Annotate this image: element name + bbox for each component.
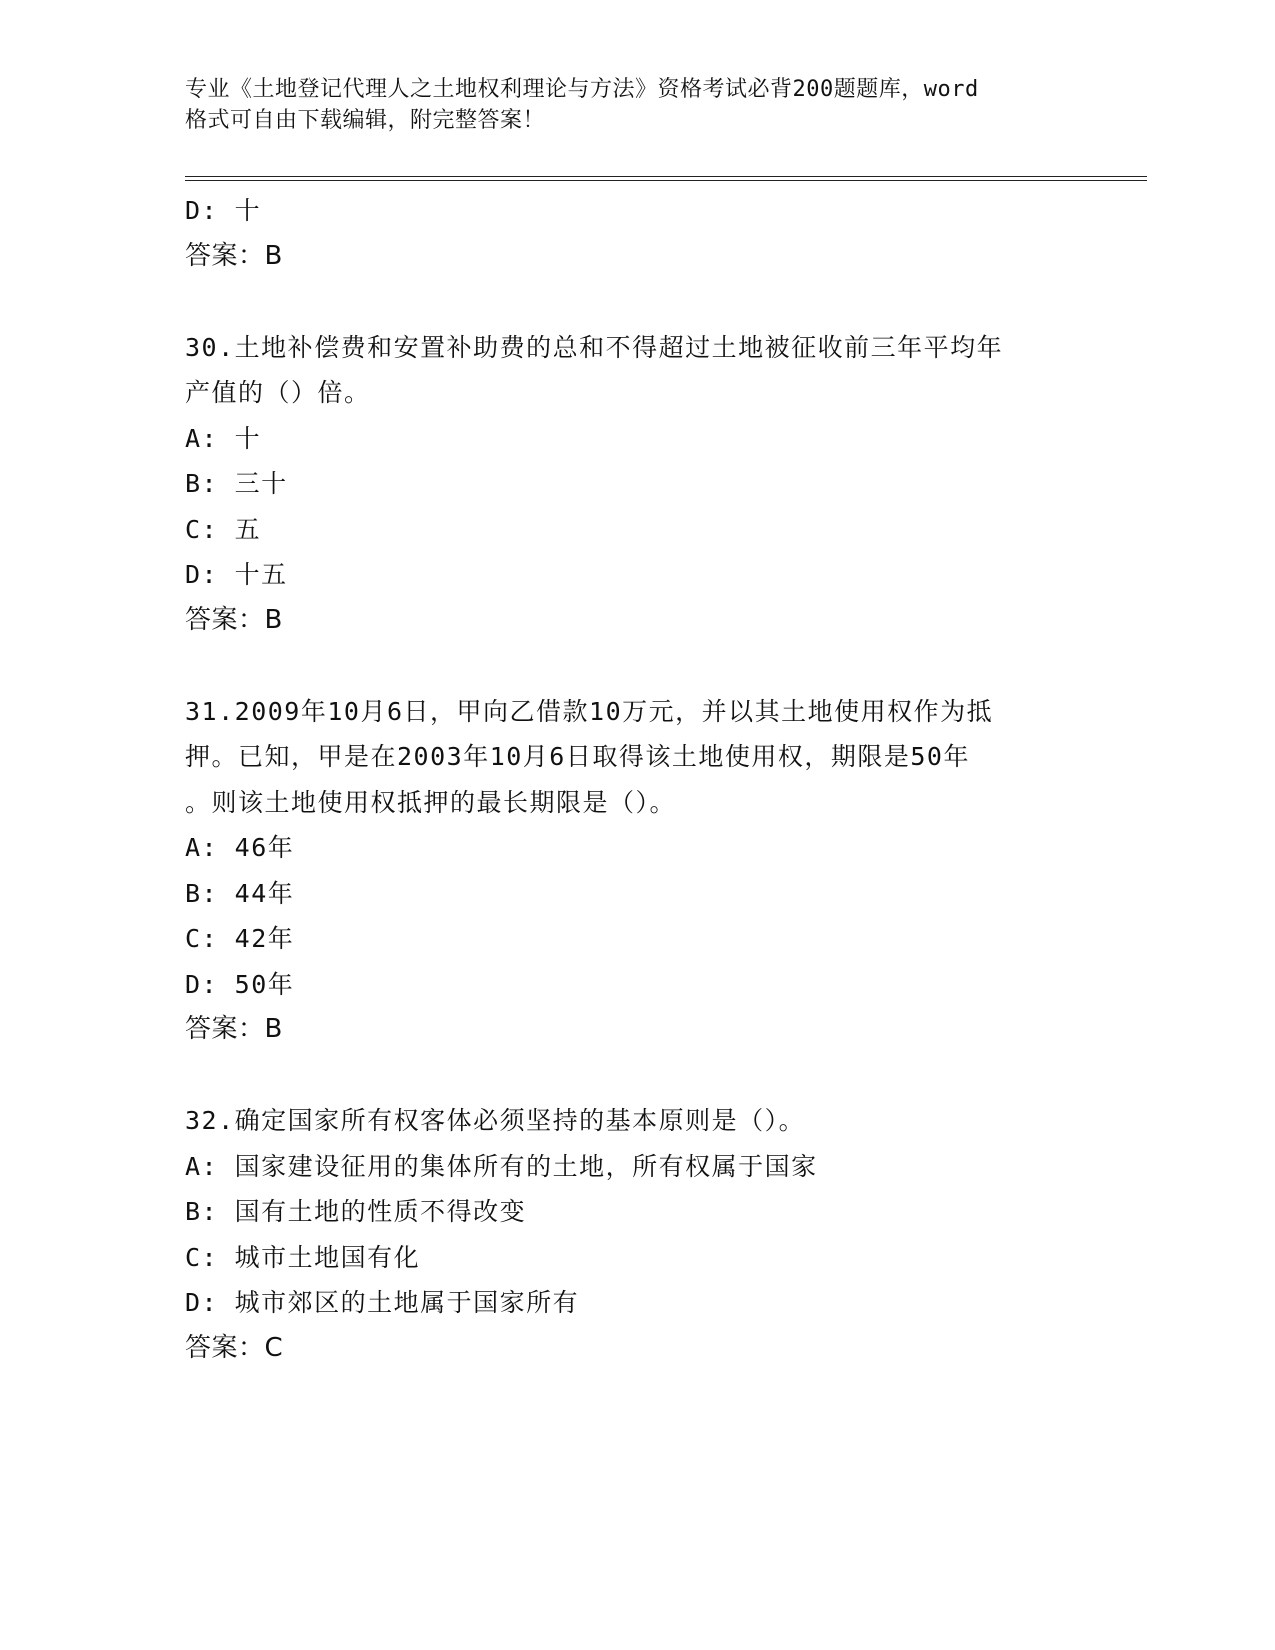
question-30-option-b: B: 三十 [185, 469, 288, 498]
question-32-option-d: D: 城市郊区的土地属于国家所有 [185, 1288, 580, 1317]
prev-answer: 答案：B [185, 240, 283, 271]
question-30-answer: 答案：B [185, 604, 283, 635]
question-31-text-line-3: 。则该土地使用权抵押的最长期限是（）。 [185, 787, 677, 817]
question-list [185, 188, 1085, 1371]
question-31-option-a: A: 46年 [185, 833, 295, 862]
question-30-text-line-2: 产值的（）倍。 [185, 378, 371, 407]
question-31-option-b: B: 44年 [185, 878, 295, 908]
question-30 [185, 325, 1085, 644]
spacer [185, 1053, 1085, 1099]
question-30-option-d: D: 十五 [185, 560, 288, 589]
question-30-text-line-1: 30.土地补偿费和安置补助费的总和不得超过土地被征收前三年平均年 [185, 332, 1004, 362]
question-31-answer: 答案：B [185, 1014, 283, 1044]
question-32-answer: 答案：C [185, 1332, 284, 1363]
question-32 [185, 1098, 1085, 1371]
header-divider [185, 176, 1147, 181]
question-32-option-a: A: 国家建设征用的集体所有的土地，所有权属于国家 [185, 1151, 818, 1181]
header-title-line-2: 格式可自由下载编辑，附完整答案！ [185, 108, 546, 133]
spacer [185, 643, 1085, 689]
question-32-text-line-1: 32.确定国家所有权客体必须坚持的基本原则是（）。 [185, 1106, 806, 1135]
header-title-line-1: 专业《土地登记代理人之土地权利理论与方法》资格考试必背200题题库，word [185, 77, 979, 102]
spacer [185, 279, 1085, 325]
question-31-option-d: D: 50年 [185, 969, 295, 999]
question-32-option-c: C: 城市土地国有化 [185, 1242, 421, 1272]
question-32-option-b: B: 国有土地的性质不得改变 [185, 1197, 527, 1226]
question-30-option-c: C: 五 [185, 514, 262, 544]
document-header [185, 74, 1085, 136]
question-31-text-line-1: 31.2009年10月6日，甲向乙借款10万元，并以其土地使用权作为抵 [185, 696, 994, 726]
question-31-text-line-2: 押。已知，甲是在2003年10月6日取得该土地使用权，期限是50年 [185, 742, 970, 771]
question-31 [185, 689, 1085, 1053]
question-30-option-a: A: 十 [185, 423, 262, 453]
prev-option-d: D: 十 [185, 196, 262, 225]
question-31-option-c: C: 42年 [185, 924, 295, 953]
